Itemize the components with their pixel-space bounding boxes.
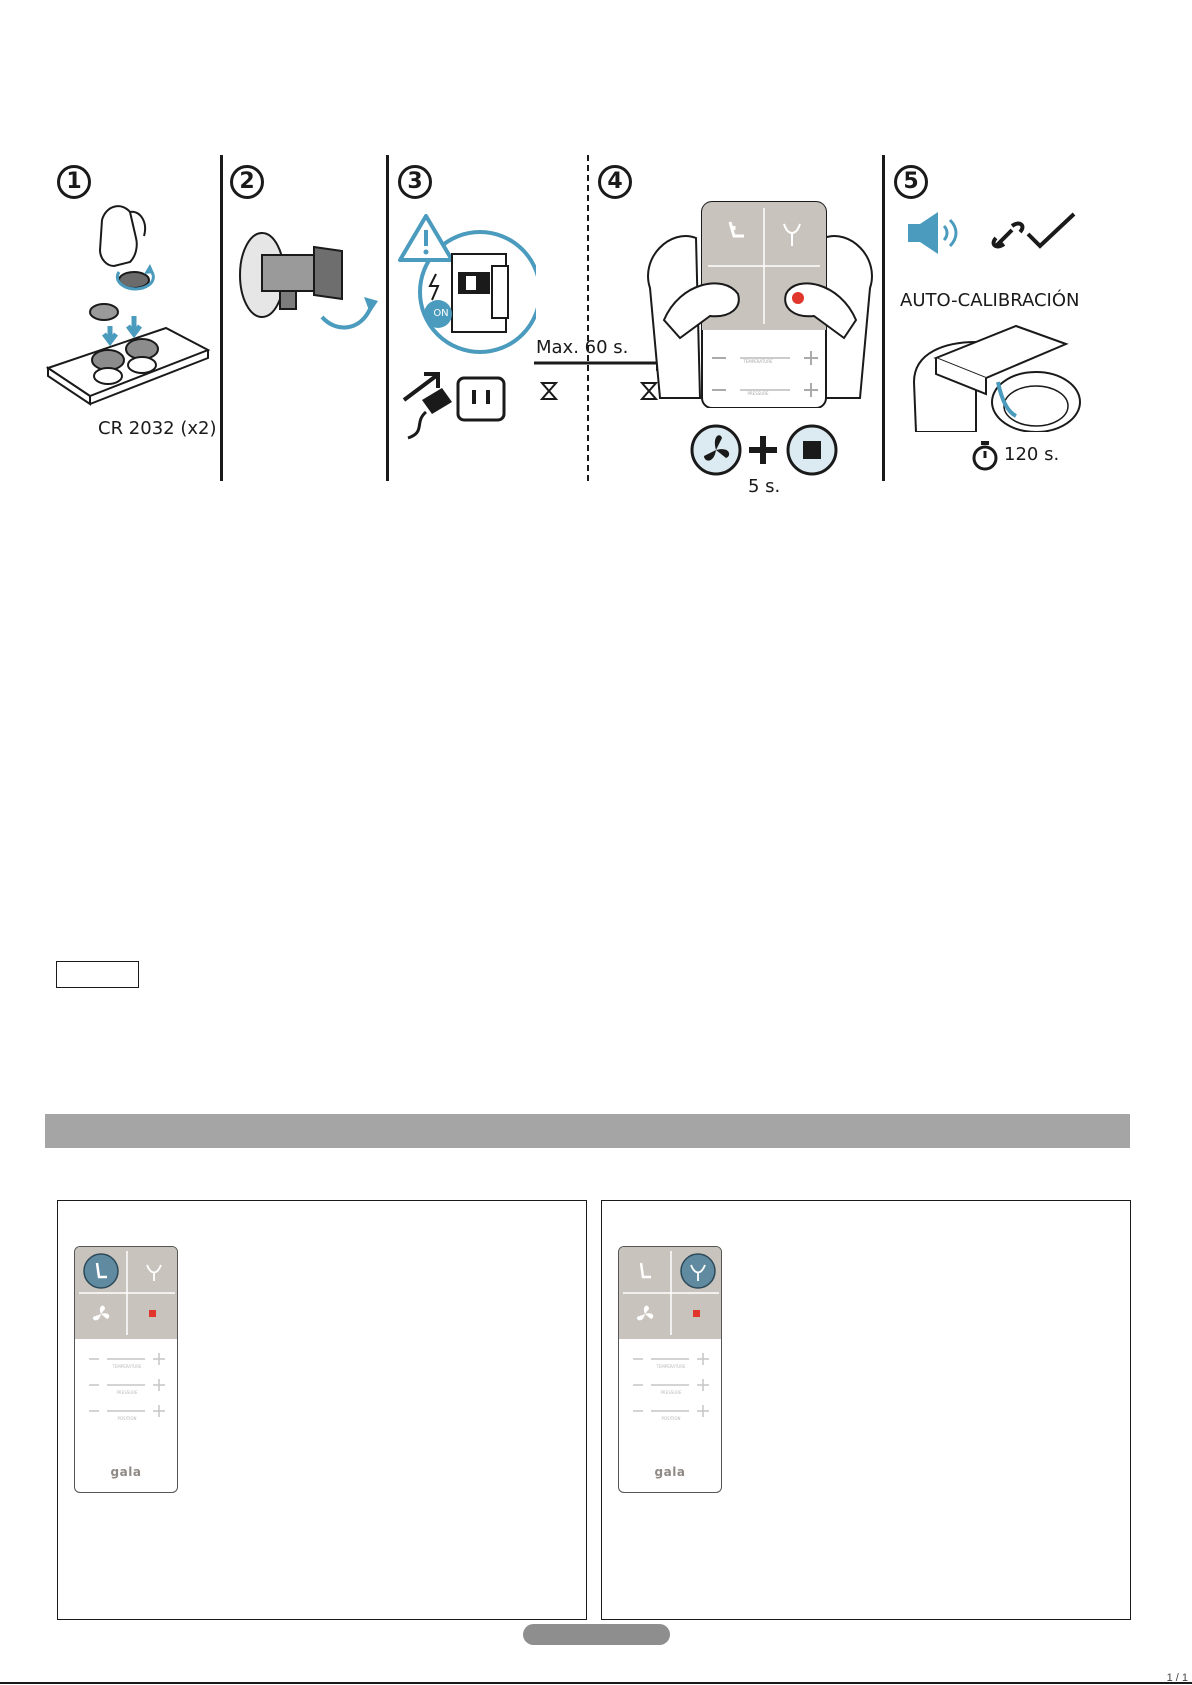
max-time-label: Max. 60 s. xyxy=(536,337,629,358)
timer-icon xyxy=(970,440,1000,472)
step-4-number: 4 xyxy=(598,165,632,199)
footer-rule xyxy=(0,1682,1192,1684)
mini-remote: TEMPERATURE PRESSURE POSITION gala xyxy=(618,1246,722,1493)
step-divider xyxy=(220,155,223,481)
step-3-number: 3 xyxy=(398,165,432,199)
empty-label-box xyxy=(56,961,139,988)
step-2-number: 2 xyxy=(230,165,264,199)
remote-card-lady xyxy=(601,1200,1131,1620)
brand-logo: gala xyxy=(110,1465,142,1479)
calibration-timer: 120 s. xyxy=(1004,444,1060,465)
page-mark: 1 / 1 xyxy=(1166,1672,1188,1684)
step-divider xyxy=(386,155,389,481)
toilet-illustration xyxy=(906,322,1086,432)
sound-connected-icons xyxy=(904,210,1084,256)
on-badge: ON xyxy=(433,308,449,319)
power-on-illustration xyxy=(396,210,536,440)
mini-remote: TEMPERATURE PRESSURE POSITION gala xyxy=(74,1246,178,1493)
auto-calibration-title: AUTO-CALIBRACIÓN xyxy=(900,290,1080,311)
page-scroll-indicator[interactable] xyxy=(523,1624,670,1645)
hold-duration: 5 s. xyxy=(748,476,781,497)
remote-temperature-label: TEMPERATURE xyxy=(743,359,773,364)
remote-hold-illustration xyxy=(640,198,880,408)
battery-insert-illustration xyxy=(44,200,214,425)
section-header-bar xyxy=(45,1114,1130,1148)
battery-caption: CR 2032 (x2) xyxy=(98,418,217,439)
step-divider-dashed xyxy=(587,155,589,481)
step-1-number: 1 xyxy=(57,165,91,199)
lady-button-highlighted xyxy=(681,1254,715,1288)
remote-pressure-label: PRESSURE xyxy=(747,391,769,396)
brand-logo: gala xyxy=(654,1465,686,1479)
step-divider xyxy=(882,155,885,481)
remote-card-seat xyxy=(57,1200,587,1620)
button-combo xyxy=(690,424,840,476)
step-5-number: 5 xyxy=(894,165,928,199)
seat-button-highlighted xyxy=(84,1254,118,1288)
water-valve-illustration xyxy=(236,225,386,355)
